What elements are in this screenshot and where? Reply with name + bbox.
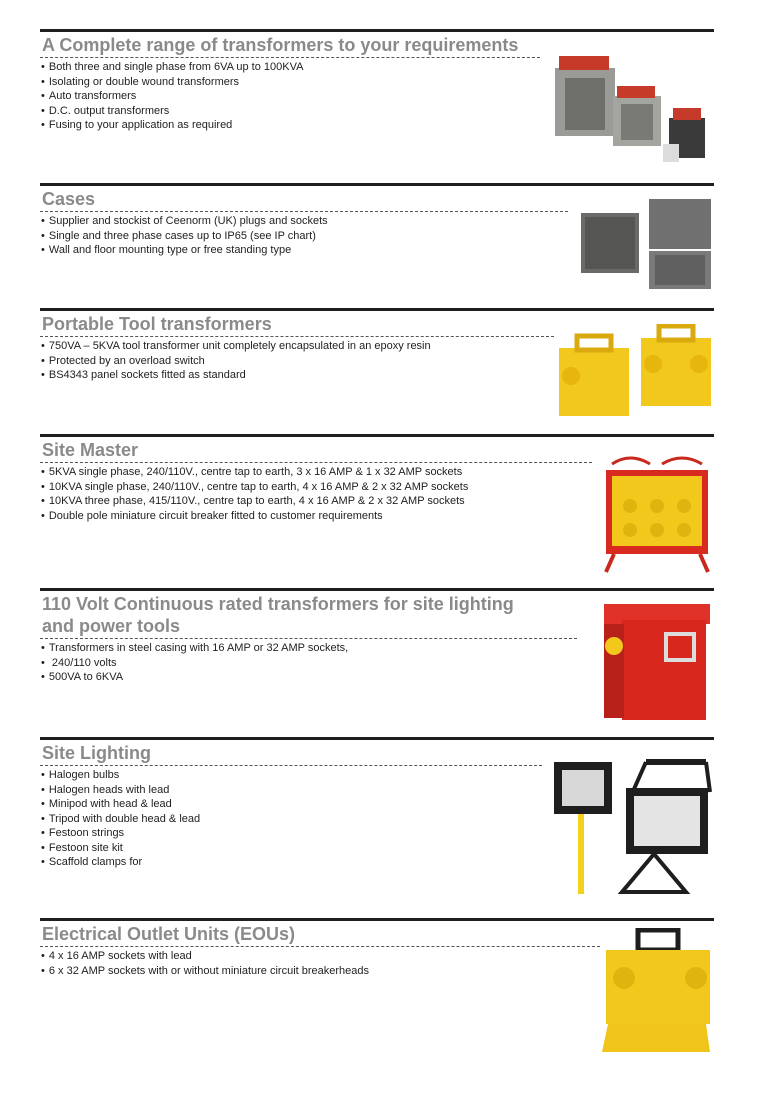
list-item: • Transformers in steel casing with 16 AMP or 32 AMP sockets, xyxy=(41,641,714,656)
list-item: • 750VA – 5KVA tool transformer unit completely encapsulated in an epoxy resin xyxy=(41,339,714,354)
section-title-line-2: and power tools xyxy=(42,616,181,636)
list-item: • Halogen heads with lead xyxy=(41,783,714,798)
list-item: • Fusing to your application as required xyxy=(41,118,714,133)
list-item: • Supplier and stockist of Ceenorm (UK) plugs and sockets xyxy=(41,214,714,229)
list-item: • 500VA to 6KVA xyxy=(41,670,714,685)
transformers-photo-icon xyxy=(545,48,720,168)
site-master-photo-icon xyxy=(600,454,715,576)
section-title: Site Lighting xyxy=(42,743,151,763)
list-item: • BS4343 panel sockets fitted as standard xyxy=(41,368,714,383)
portable-transformers-photo-icon xyxy=(553,324,718,422)
section-title: A Complete range of transformers to your requirements xyxy=(42,35,519,55)
list-item: • Festoon strings xyxy=(41,826,714,841)
list-item: • 6 x 32 AMP sockets with or without miniature circuit breakerheads xyxy=(41,964,714,979)
outlet-unit-photo-icon xyxy=(598,928,716,1056)
list-item: • 240/110 volts xyxy=(41,656,714,671)
section-title: Cases xyxy=(42,189,96,209)
list-item: • Auto transformers xyxy=(41,89,714,104)
list-item: • Isolating or double wound transformers xyxy=(41,75,714,90)
list-item: • Tripod with double head & lead xyxy=(41,812,714,827)
title-underline xyxy=(40,765,542,766)
cases-photo-icon xyxy=(575,195,715,300)
list-item: • Minipod with head & lead xyxy=(41,797,714,812)
list-item: • Protected by an overload switch xyxy=(41,354,714,369)
title-underline xyxy=(40,211,568,212)
list-item: • Single and three phase cases up to IP65 (see IP chart) xyxy=(41,229,714,244)
title-underline xyxy=(40,336,554,337)
section-title: Site Master xyxy=(42,440,139,460)
halogen-lights-photo-icon xyxy=(550,752,715,897)
list-item: • D.C. output transformers xyxy=(41,104,714,119)
section-title: Electrical Outlet Units (EOUs) xyxy=(42,924,296,944)
list-item: • 4 x 16 AMP sockets with lead xyxy=(41,949,714,964)
list-item: • 10KVA single phase, 240/110V., centre tap to earth, 4 x 16 AMP & 2 x 32 AMP sockets xyxy=(41,480,714,495)
list-item: • 5KVA single phase, 240/110V., centre tap to earth, 3 x 16 AMP & 1 x 32 AMP sockets xyxy=(41,465,714,480)
list-item: • 10KVA three phase, 415/110V., centre tap to earth, 4 x 16 AMP & 2 x 32 AMP sockets xyxy=(41,494,714,509)
title-underline xyxy=(40,57,540,58)
list-item: • Wall and floor mounting type or free standing type xyxy=(41,243,714,258)
list-item: • Both three and single phase from 6VA up to 100KVA xyxy=(41,60,714,75)
list-item: • Scaffold clamps for xyxy=(41,855,714,870)
section-title-line-1: 110 Volt Continuous rated transformers for site lighting xyxy=(42,594,514,614)
title-underline xyxy=(40,462,592,463)
list-item: • Double pole miniature circuit breaker fitted to customer requirements xyxy=(41,509,714,524)
red-transformer-photo-icon xyxy=(582,600,715,724)
title-underline xyxy=(40,946,600,947)
title-underline xyxy=(40,638,577,639)
list-item: • Festoon site kit xyxy=(41,841,714,856)
section-title: Portable Tool transformers xyxy=(42,314,272,334)
list-item: • Halogen bulbs xyxy=(41,768,714,783)
